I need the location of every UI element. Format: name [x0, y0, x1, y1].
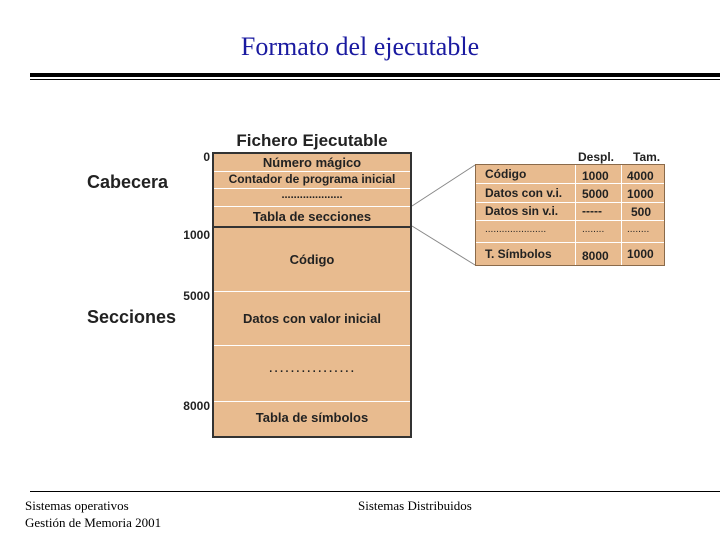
header-label: Cabecera — [87, 172, 169, 192]
header-sections-boundary — [214, 226, 410, 228]
table-header-size: Tam. — [633, 150, 661, 164]
table-row-name: Código — [485, 167, 527, 181]
table-row-offset: 1000 — [582, 169, 609, 183]
table-row-name: ...................... — [485, 224, 547, 235]
section-table — [475, 164, 665, 266]
table-row-size: ........ — [627, 224, 650, 235]
offset-8000: 8000 — [183, 399, 210, 413]
table-row-offset: 5000 — [582, 187, 609, 201]
footer-topic: Gestión de Memoria 2001 — [25, 515, 162, 530]
section-divider — [214, 401, 410, 402]
table-row-size: 1000 — [627, 247, 654, 261]
section-ellipsis: ................ — [268, 359, 356, 376]
section-initialized-data: Datos con valor inicial — [243, 311, 381, 326]
footer-course: Sistemas operativos — [25, 498, 129, 513]
header-initial-pc: Contador de programa inicial — [228, 172, 396, 186]
table-row-divider — [476, 220, 664, 221]
page-title: Formato del ejecutable — [240, 32, 480, 61]
table-col-divider — [621, 165, 622, 265]
sections-label: Secciones — [87, 307, 177, 327]
table-row-offset: ........ — [582, 224, 605, 235]
table-row-size: 1000 — [627, 187, 654, 201]
executable-file-box — [212, 152, 412, 438]
table-row-divider — [476, 183, 664, 184]
table-row-name: Datos con v.i. — [485, 186, 563, 200]
header-ellipsis: .................... — [281, 189, 343, 201]
footer-rule — [30, 491, 720, 492]
table-header-offset: Despl. — [578, 150, 615, 164]
table-col-divider — [575, 165, 576, 265]
section-symbol-table: Tabla de símbolos — [255, 410, 369, 425]
section-code: Código — [289, 252, 335, 267]
section-divider — [214, 291, 410, 292]
table-row-divider — [476, 242, 664, 243]
section-divider — [214, 345, 410, 346]
offset-1000: 1000 — [183, 228, 210, 242]
table-row-name: T. Símbolos — [485, 247, 552, 261]
offset-0: 0 — [203, 150, 210, 164]
table-row-divider — [476, 202, 664, 203]
header-divider — [214, 206, 410, 207]
header-magic-number: Número mágico — [262, 155, 362, 170]
header-section-table: Tabla de secciones — [252, 209, 372, 224]
table-row-size: 500 — [631, 205, 652, 219]
table-row-size: 4000 — [627, 169, 654, 183]
file-title: Fichero Ejecutable — [236, 131, 388, 150]
table-row-offset: ----- — [582, 204, 602, 218]
offset-5000: 5000 — [183, 289, 210, 303]
footer-center: Sistemas Distribuidos — [358, 498, 472, 513]
table-row-name: Datos sin v.i. — [485, 204, 559, 218]
table-row-offset: 8000 — [582, 249, 609, 263]
